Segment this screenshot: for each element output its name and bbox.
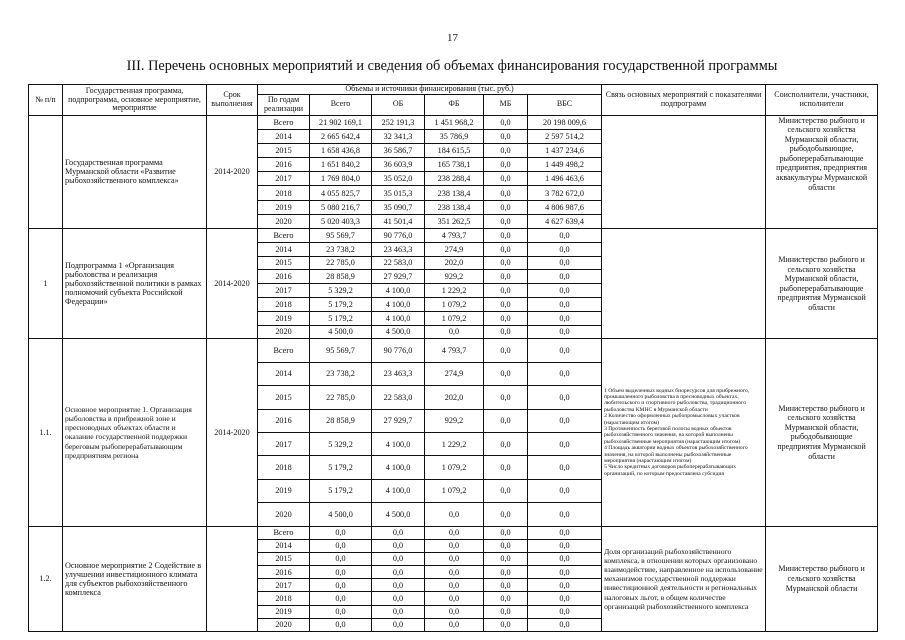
- cell-total: 0,0: [310, 552, 372, 565]
- header-ob: ОБ: [372, 94, 425, 115]
- cell-vbs: 0,0: [528, 526, 602, 539]
- cell-vbs: 0,0: [528, 229, 602, 243]
- section-number: 1.2.: [29, 526, 63, 632]
- cell-fb: 929,2: [425, 409, 484, 432]
- cell-ob: 27 929,7: [372, 409, 425, 432]
- cell-fb: 238 288,4: [425, 172, 484, 186]
- cell-ob: 252 191,3: [372, 115, 425, 129]
- cell-vbs: 4 627 639,4: [528, 214, 602, 228]
- cell-mb: 0,0: [484, 592, 528, 605]
- section-indicators: [602, 229, 766, 339]
- cell-ob: 4 100,0: [372, 456, 425, 479]
- cell-year: 2017: [258, 284, 310, 298]
- cell-mb: 0,0: [484, 409, 528, 432]
- cell-year: 2018: [258, 186, 310, 200]
- cell-total: 0,0: [310, 539, 372, 552]
- cell-fb: 202,0: [425, 386, 484, 409]
- cell-fb: 184 615,5: [425, 143, 484, 157]
- header-year: По годам реализации: [258, 94, 310, 115]
- cell-ob: 4 100,0: [372, 432, 425, 455]
- cell-ob: 41 501,4: [372, 214, 425, 228]
- section-term: 2014-2020: [207, 115, 258, 229]
- cell-mb: 0,0: [484, 284, 528, 298]
- cell-total: 4 055 825,7: [310, 186, 372, 200]
- cell-total: 0,0: [310, 592, 372, 605]
- cell-ob: 4 100,0: [372, 284, 425, 298]
- cell-ob: 4 100,0: [372, 479, 425, 502]
- cell-mb: 0,0: [484, 115, 528, 129]
- table-row: [29, 526, 878, 539]
- cell-total: 4 500,0: [310, 503, 372, 526]
- section-executors: Министерство рыбного и сельского хозяйства Мурманской области, рыбодобывающие, рыбоперерабатывающие предприятия, предприятия аквакультуры Мурманской области: [766, 115, 878, 229]
- cell-ob: 36 586,7: [372, 143, 425, 157]
- cell-ob: 4 500,0: [372, 325, 425, 339]
- cell-vbs: 0,0: [528, 479, 602, 502]
- cell-mb: 0,0: [484, 339, 528, 362]
- cell-ob: 22 583,0: [372, 386, 425, 409]
- section-name: Подпрограмма 1 «Организация рыболовства и реализация рыбохозяйственной политики в рамках полномочий субъекта Российской Федерации»: [63, 229, 207, 339]
- section-name: Государственная программа Мурманской области «Развитие рыбохозяйственного комплекса»: [63, 115, 207, 229]
- section-term: 2014-2020: [207, 339, 258, 526]
- section-indicators: Доля организаций рыбохозяйственного комплекса, в отношении которых организовано взаимодействие, направленное на использование механизмов государственной поддержки инвестиционной деятельности и региональных налоговых льгот, в общем количестве организаций рыбохозяйственного комплекса: [602, 526, 766, 632]
- cell-vbs: 0,0: [528, 579, 602, 592]
- cell-year: 2019: [258, 311, 310, 325]
- cell-mb: 0,0: [484, 579, 528, 592]
- cell-mb: 0,0: [484, 552, 528, 565]
- cell-mb: 0,0: [484, 143, 528, 157]
- cell-vbs: 0,0: [528, 270, 602, 284]
- cell-year: 2017: [258, 172, 310, 186]
- cell-fb: 1 079,2: [425, 479, 484, 502]
- cell-vbs: 0,0: [528, 432, 602, 455]
- cell-fb: 4 793,7: [425, 229, 484, 243]
- cell-total: 0,0: [310, 618, 372, 631]
- cell-fb: 202,0: [425, 256, 484, 270]
- cell-ob: 35 052,0: [372, 172, 425, 186]
- funding-table: [28, 84, 878, 632]
- cell-total: 21 902 169,1: [310, 115, 372, 129]
- cell-year: 2016: [258, 566, 310, 579]
- cell-year: 2019: [258, 200, 310, 214]
- cell-total: 2 665 642,4: [310, 129, 372, 143]
- section-term: [207, 526, 258, 632]
- cell-mb: 0,0: [484, 129, 528, 143]
- cell-fb: 165 738,1: [425, 158, 484, 172]
- cell-fb: 238 138,4: [425, 200, 484, 214]
- cell-year: 2017: [258, 579, 310, 592]
- table-row: [29, 339, 878, 362]
- cell-fb: 0,0: [425, 526, 484, 539]
- cell-fb: 0,0: [425, 605, 484, 618]
- cell-mb: 0,0: [484, 297, 528, 311]
- cell-year: 2014: [258, 539, 310, 552]
- cell-vbs: 0,0: [528, 242, 602, 256]
- cell-ob: 90 776,0: [372, 339, 425, 362]
- cell-year: 2016: [258, 270, 310, 284]
- header-executors: Соисполнители, участники, исполнители: [766, 85, 878, 116]
- cell-total: 5 179,2: [310, 297, 372, 311]
- cell-vbs: 1 496 463,6: [528, 172, 602, 186]
- cell-mb: 0,0: [484, 432, 528, 455]
- section-name: Основное мероприятие 1. Организация рыболовства в прибрежной зоне и пресноводных объектах области и оказание государственной поддержки береговым рыбоперерабатывающим предприятиям региона: [63, 339, 207, 526]
- section-executors: Министерство рыбного и сельского хозяйства Мурманской области: [766, 526, 878, 632]
- cell-fb: 4 793,7: [425, 339, 484, 362]
- cell-total: 0,0: [310, 566, 372, 579]
- section-number: 1.1.: [29, 339, 63, 526]
- cell-ob: 4 500,0: [372, 503, 425, 526]
- cell-total: 5 179,2: [310, 456, 372, 479]
- cell-vbs: 0,0: [528, 325, 602, 339]
- cell-vbs: 0,0: [528, 592, 602, 605]
- cell-vbs: 0,0: [528, 284, 602, 298]
- cell-mb: 0,0: [484, 526, 528, 539]
- cell-total: 95 569,7: [310, 229, 372, 243]
- header-total: Всего: [310, 94, 372, 115]
- cell-total: 0,0: [310, 579, 372, 592]
- table-row: [29, 115, 878, 129]
- cell-year: 2020: [258, 618, 310, 631]
- cell-fb: 1 079,2: [425, 297, 484, 311]
- cell-ob: 23 463,3: [372, 242, 425, 256]
- header-vbs: ВБС: [528, 94, 602, 115]
- cell-vbs: 0,0: [528, 311, 602, 325]
- cell-ob: 0,0: [372, 592, 425, 605]
- cell-ob: 27 929,7: [372, 270, 425, 284]
- header-fb: ФБ: [425, 94, 484, 115]
- cell-mb: 0,0: [484, 256, 528, 270]
- cell-total: 5 020 403,3: [310, 214, 372, 228]
- cell-mb: 0,0: [484, 270, 528, 284]
- cell-vbs: 0,0: [528, 456, 602, 479]
- cell-fb: 0,0: [425, 325, 484, 339]
- cell-vbs: 0,0: [528, 339, 602, 362]
- cell-vbs: 0,0: [528, 386, 602, 409]
- cell-year: 2014: [258, 242, 310, 256]
- cell-ob: 0,0: [372, 605, 425, 618]
- cell-year: 2020: [258, 503, 310, 526]
- cell-fb: 0,0: [425, 618, 484, 631]
- cell-fb: 929,2: [425, 270, 484, 284]
- cell-mb: 0,0: [484, 172, 528, 186]
- cell-mb: 0,0: [484, 325, 528, 339]
- cell-fb: 0,0: [425, 566, 484, 579]
- cell-year: 2020: [258, 214, 310, 228]
- cell-ob: 36 603,9: [372, 158, 425, 172]
- section-term: 2014-2020: [207, 229, 258, 339]
- cell-vbs: 20 198 009,6: [528, 115, 602, 129]
- cell-vbs: 0,0: [528, 503, 602, 526]
- cell-total: 23 738,2: [310, 362, 372, 385]
- cell-vbs: 0,0: [528, 256, 602, 270]
- cell-mb: 0,0: [484, 456, 528, 479]
- cell-year: 2015: [258, 143, 310, 157]
- cell-mb: 0,0: [484, 386, 528, 409]
- section-name: Основное мероприятие 2 Содействие в улучшении инвестиционного климата для субъектов рыбохозяйственного комплекса: [63, 526, 207, 632]
- cell-fb: 351 262,5: [425, 214, 484, 228]
- cell-fb: 0,0: [425, 579, 484, 592]
- cell-mb: 0,0: [484, 566, 528, 579]
- header-name: Государственная программа, подпрограмма, основное мероприятие, мероприятие: [63, 85, 207, 116]
- cell-year: 2020: [258, 325, 310, 339]
- cell-year: 2015: [258, 552, 310, 565]
- cell-total: 22 785,0: [310, 256, 372, 270]
- cell-ob: 0,0: [372, 579, 425, 592]
- cell-total: 5 179,2: [310, 311, 372, 325]
- cell-ob: 35 015,3: [372, 186, 425, 200]
- page-number: 17: [447, 32, 458, 44]
- header-funding-group: Объемы и источники финансирования (тыс. руб.): [258, 85, 602, 95]
- header-num: № п/п: [29, 85, 63, 116]
- cell-vbs: 0,0: [528, 409, 602, 432]
- cell-mb: 0,0: [484, 214, 528, 228]
- cell-year: 2019: [258, 479, 310, 502]
- cell-total: 28 858,9: [310, 270, 372, 284]
- cell-fb: 0,0: [425, 552, 484, 565]
- cell-ob: 32 341,3: [372, 129, 425, 143]
- cell-ob: 90 776,0: [372, 229, 425, 243]
- cell-mb: 0,0: [484, 479, 528, 502]
- cell-year: 2018: [258, 592, 310, 605]
- header-term: Срок выполнения: [207, 85, 258, 116]
- cell-vbs: 0,0: [528, 605, 602, 618]
- cell-ob: 0,0: [372, 566, 425, 579]
- cell-vbs: 1 437 234,6: [528, 143, 602, 157]
- cell-ob: 23 463,3: [372, 362, 425, 385]
- cell-fb: 1 229,2: [425, 284, 484, 298]
- cell-year: 2015: [258, 386, 310, 409]
- cell-fb: 0,0: [425, 539, 484, 552]
- cell-ob: 4 100,0: [372, 311, 425, 325]
- cell-mb: 0,0: [484, 158, 528, 172]
- header-mb: МБ: [484, 94, 528, 115]
- cell-total: 0,0: [310, 605, 372, 618]
- cell-year: 2016: [258, 409, 310, 432]
- cell-mb: 0,0: [484, 229, 528, 243]
- cell-ob: 4 100,0: [372, 297, 425, 311]
- cell-vbs: 0,0: [528, 362, 602, 385]
- section-number: [29, 115, 63, 229]
- header-link: Связь основных мероприятий с показателями подпрограмм: [602, 85, 766, 116]
- cell-total: 5 080 216,7: [310, 200, 372, 214]
- cell-ob: 0,0: [372, 552, 425, 565]
- section-indicators: [602, 115, 766, 229]
- cell-total: 28 858,9: [310, 409, 372, 432]
- cell-total: 1 769 804,0: [310, 172, 372, 186]
- cell-mb: 0,0: [484, 242, 528, 256]
- section-executors: Министерство рыбного и сельского хозяйства Мурманской области, рыбодобывающие предприятия Мурманской области: [766, 339, 878, 526]
- cell-mb: 0,0: [484, 539, 528, 552]
- cell-year: 2018: [258, 456, 310, 479]
- cell-vbs: 0,0: [528, 539, 602, 552]
- cell-year: 2014: [258, 362, 310, 385]
- cell-total: 23 738,2: [310, 242, 372, 256]
- cell-year: Всего: [258, 526, 310, 539]
- cell-vbs: 1 449 498,2: [528, 158, 602, 172]
- section-indicators: 1 Объем выделенных водных биоресурсов для прибрежного, промышленного рыболовства в пресноводных объектах, любительского и спортивного рыболовства, традиционного рыболовства КМНС в Мурманской области 2 Количество оформленных рыбопромысловых участков (нарастающим итогом) 3 Протяженность береговой полосы водных объектов рыбохозяйственного значения, на которой выполнены рыбохозяйственные мероприятия (нарастающим итогом) 4 Площадь акватории водных объектов рыбохозяйственного значения, на которой выполнены рыбохозяйственные мероприятия (нарастающим итогом) 5 Число кредитных договоров рыбоперерабатывающих организаций, по которым предоставлена субсидия: [602, 339, 766, 526]
- cell-ob: 35 090,7: [372, 200, 425, 214]
- cell-fb: 238 138,4: [425, 186, 484, 200]
- cell-fb: 1 079,2: [425, 456, 484, 479]
- cell-fb: 1 451 968,2: [425, 115, 484, 129]
- cell-ob: 0,0: [372, 526, 425, 539]
- cell-mb: 0,0: [484, 311, 528, 325]
- cell-mb: 0,0: [484, 362, 528, 385]
- cell-vbs: 0,0: [528, 552, 602, 565]
- cell-vbs: 4 806 987,6: [528, 200, 602, 214]
- cell-total: 1 651 840,2: [310, 158, 372, 172]
- cell-year: 2017: [258, 432, 310, 455]
- cell-year: 2018: [258, 297, 310, 311]
- page-title: III. Перечень основных мероприятий и сведения об объемах финансирования государственной программы: [126, 58, 778, 74]
- cell-total: 0,0: [310, 526, 372, 539]
- cell-year: Всего: [258, 229, 310, 243]
- cell-ob: 0,0: [372, 618, 425, 631]
- section-executors: Министерство рыбного и сельского хозяйства Мурманской области, рыбоперерабатывающие предприятия Мурманской области: [766, 229, 878, 339]
- cell-fb: 0,0: [425, 503, 484, 526]
- cell-year: 2014: [258, 129, 310, 143]
- cell-ob: 0,0: [372, 539, 425, 552]
- cell-year: Всего: [258, 339, 310, 362]
- cell-mb: 0,0: [484, 186, 528, 200]
- table-row: [29, 229, 878, 243]
- cell-fb: 1 079,2: [425, 311, 484, 325]
- cell-total: 95 569,7: [310, 339, 372, 362]
- cell-vbs: 0,0: [528, 566, 602, 579]
- cell-ob: 22 583,0: [372, 256, 425, 270]
- cell-year: Всего: [258, 115, 310, 129]
- cell-total: 4 500,0: [310, 325, 372, 339]
- section-number: 1: [29, 229, 63, 339]
- cell-total: 5 329,2: [310, 284, 372, 298]
- cell-total: 1 658 436,8: [310, 143, 372, 157]
- cell-total: 5 179,2: [310, 479, 372, 502]
- cell-fb: 35 786,9: [425, 129, 484, 143]
- cell-total: 5 329,2: [310, 432, 372, 455]
- cell-mb: 0,0: [484, 605, 528, 618]
- cell-vbs: 3 782 672,0: [528, 186, 602, 200]
- cell-year: 2019: [258, 605, 310, 618]
- cell-mb: 0,0: [484, 618, 528, 631]
- cell-fb: 274,9: [425, 362, 484, 385]
- cell-vbs: 0,0: [528, 618, 602, 631]
- cell-fb: 274,9: [425, 242, 484, 256]
- cell-vbs: 0,0: [528, 297, 602, 311]
- cell-mb: 0,0: [484, 200, 528, 214]
- cell-mb: 0,0: [484, 503, 528, 526]
- cell-fb: 0,0: [425, 592, 484, 605]
- cell-vbs: 2 597 514,2: [528, 129, 602, 143]
- cell-fb: 1 229,2: [425, 432, 484, 455]
- cell-year: 2016: [258, 158, 310, 172]
- cell-total: 22 785,0: [310, 386, 372, 409]
- cell-year: 2015: [258, 256, 310, 270]
